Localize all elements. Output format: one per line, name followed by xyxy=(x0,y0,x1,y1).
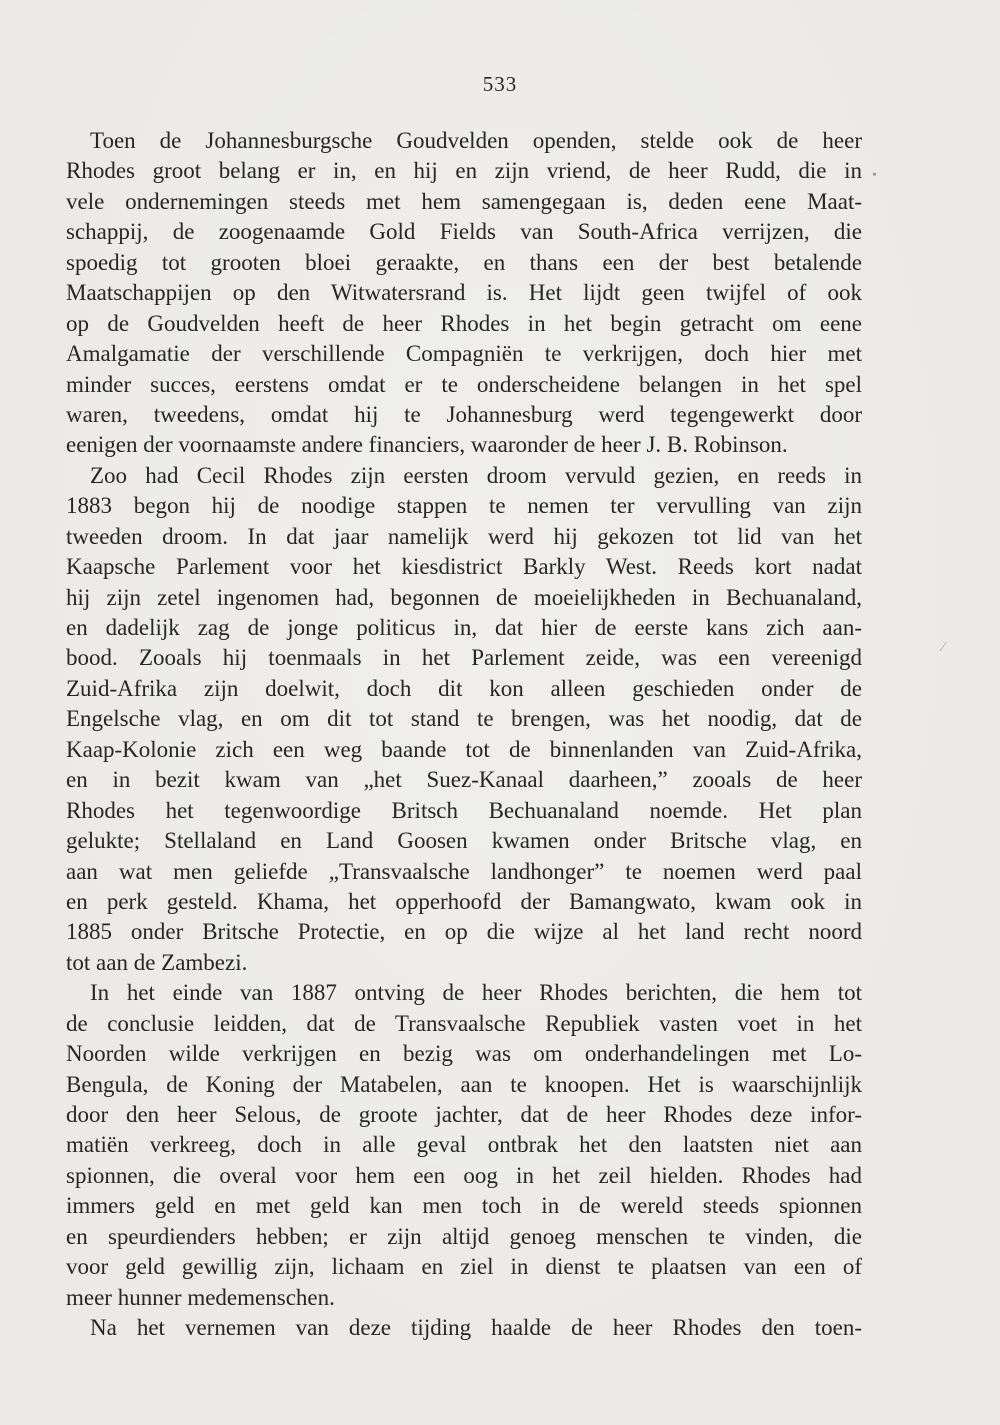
text-line: hij zijn zetel ingenomen had, begonnen de moeielijkheden in Bechuanaland, xyxy=(66,584,862,610)
page-number: 533 xyxy=(482,72,518,96)
text-line: Maatschappijen op den Witwatersrand is. Het lijdt geen twijfel of ook xyxy=(66,280,862,306)
text-line: immers geld en met geld kan men toch in de wereld steeds spionnen xyxy=(66,1193,862,1219)
text-line: 1885 onder Britsche Protectie, en op die wijze al het land recht noord xyxy=(66,919,862,945)
text-line: Zuid-Afrika zijn doelwit, doch dit kon alleen geschieden onder de xyxy=(66,675,862,701)
text-line: Noorden wilde verkrijgen en bezig was om onderhandelingen met Lo- xyxy=(66,1041,862,1067)
text-line: Engelsche vlag, en om dit tot stand te brengen, was het noodig, dat de xyxy=(66,706,862,732)
text-line: Zoo had Cecil Rhodes zijn eersten droom vervuld gezien, en reeds in xyxy=(90,462,862,488)
text-line: en in bezit kwam van „het Suez-Kanaal daarheen,” zooals de heer xyxy=(66,767,862,793)
text-line: Toen de Johannesburgsche Goudvelden openden, stelde ook de heer xyxy=(90,128,862,153)
text-line: Kaap-Kolonie zich een weg baande tot de binnenlanden van Zuid-Afrika, xyxy=(66,736,862,762)
text-line: op de Goudvelden heeft de heer Rhodes in het begin getracht om eene xyxy=(66,310,862,336)
text-line: schappij, de zoogenaamde Gold Fields van South-Africa verrijzen, die xyxy=(66,219,862,245)
text-line: voor geld gewillig zijn, lichaam en ziel in dienst te plaatsen van een of xyxy=(66,1254,862,1280)
text-line: Rhodes het tegenwoordige Britsch Bechuanaland noemde. Het plan xyxy=(66,797,862,823)
text-line: en dadelijk zag de jonge politicus in, dat hier de eerste kans zich aan- xyxy=(66,615,862,640)
text-line: gelukte; Stellaland en Land Goosen kwamen onder Britsche vlag, en xyxy=(66,828,862,854)
text-line: Kaapsche Parlement voor het kiesdistrict Barkly West. Reeds kort nadat xyxy=(66,554,862,580)
text-line: spoedig tot grooten bloei geraakte, en thans een der best betalende xyxy=(66,249,862,275)
text-line: door den heer Selous, de groote jachter, dat de heer Rhodes deze infor- xyxy=(66,1102,862,1127)
text-line: minder succes, eerstens omdat er te onderscheidene belangen in het spel xyxy=(66,371,862,397)
text-line: aan wat men geliefde „Transvaalsche landhonger” te noemen werd paal xyxy=(66,858,862,884)
scan-speck: ⁄ xyxy=(942,640,945,655)
text-line: en perk gesteld. Khama, het opperhoofd der Bamangwato, kwam ook in xyxy=(66,888,862,914)
text-line: de conclusie leidden, dat de Transvaalsche Republiek vasten voet in het xyxy=(66,1010,862,1036)
scan-speck: • xyxy=(872,168,877,183)
text-line: waren, tweedens, omdat hij te Johannesburg werd tegengewerkt door xyxy=(66,401,862,427)
text-line: tot aan de Zambezi. xyxy=(66,949,248,975)
text-line: Na het vernemen van deze tijding haalde de heer Rhodes den toen- xyxy=(90,1315,862,1341)
text-line: matiën verkreeg, doch in alle geval ontbrak het den laatsten niet aan xyxy=(66,1132,862,1158)
text-line: meer hunner medemenschen. xyxy=(66,1284,335,1310)
text-line: Amalgamatie der verschillende Compagniën te verkrijgen, doch hier met xyxy=(66,341,862,367)
text-line: 1883 begon hij de noodige stappen te nemen ter vervulling van zijn xyxy=(66,493,862,519)
text-line: bood. Zooals hij toenmaals in het Parlement zeide, was een vereenigd xyxy=(66,645,862,671)
text-line: eenigen der voornaamste andere financiers, waaronder de heer J. B. Robinson. xyxy=(66,432,788,458)
text-line: In het einde van 1887 ontving de heer Rhodes berichten, die hem tot xyxy=(90,980,862,1006)
text-line: en speurdienders hebben; er zijn altijd genoeg menschen te vinden, die xyxy=(66,1223,862,1249)
text-line: spionnen, die overal voor hem een oog in het zeil hielden. Rhodes had xyxy=(66,1162,862,1188)
body-text xyxy=(66,126,862,1344)
text-line: Bengula, de Koning der Matabelen, aan te knoopen. Het is waarschijnlijk xyxy=(66,1071,862,1097)
text-line: Rhodes groot belang er in, en hij en zijn vriend, de heer Rudd, die in xyxy=(66,158,862,184)
text-line: tweeden droom. In dat jaar namelijk werd hij gekozen tot lid van het xyxy=(66,523,862,549)
text-line: vele ondernemingen steeds met hem samengegaan is, deden eene Maat- xyxy=(66,188,862,214)
